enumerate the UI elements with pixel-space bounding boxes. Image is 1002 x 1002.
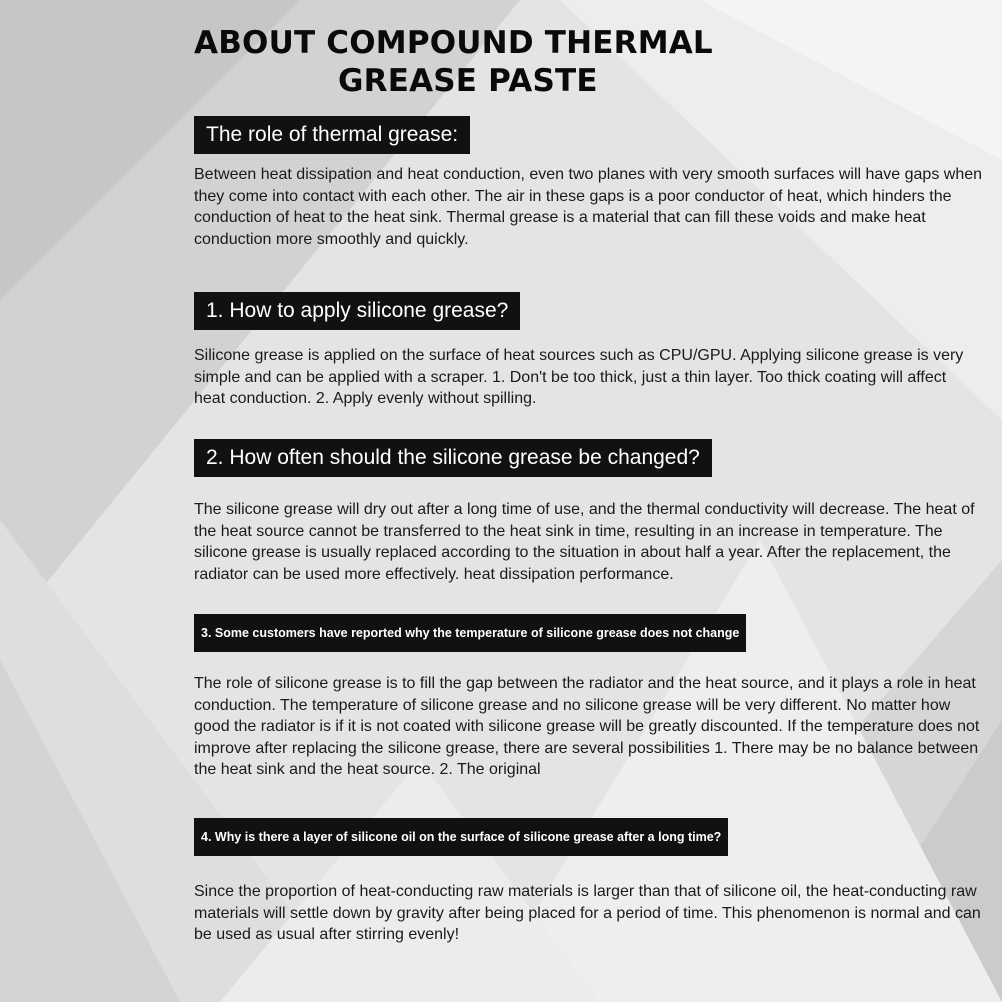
section-paragraph-how-to-apply: Silicone grease is applied on the surface of heat sources such as CPU/GPU. Applying silicone grease is very simple and can be applied with a scraper. 1. Don't be too thick, just a thin layer. Too thick coating will affect heat conduction. 2. Apply evenly without spilling. xyxy=(194,347,964,408)
section-heading-silicone-oil-layer: 4. Why is there a layer of silicone oil on the surface of silicone grease after a long time? xyxy=(194,818,728,856)
section-paragraph-silicone-oil-layer: Since the proportion of heat-conducting raw materials is larger than that of silicone oil, the heat-conducting raw materials will settle down by gravity after being placed for a period of time. This phenomenon is normal and can be used as usual after stirring evenly! xyxy=(194,883,981,944)
section-paragraph-temperature-not-change: The role of silicone grease is to fill the gap between the radiator and the heat source, and it plays a role in heat conduction. The temperature of silicone grease and no silicone grease will be very different. No matter how good the radiator is if it is not coated with silicone grease will be greatly discounted. If the temperature does not improve after replacing the silicone grease, there are several possibilities 1. There may be no balance between the heat sink and the heat source. 2. The original xyxy=(194,675,980,779)
section-heading-how-to-apply: 1. How to apply silicone grease? xyxy=(194,292,520,330)
page-title-line2: GREASE PASTE xyxy=(338,63,598,99)
section-heading-role-of-thermal-grease: The role of thermal grease: xyxy=(194,116,470,154)
section-heading-how-often-changed: 2. How often should the silicone grease be changed? xyxy=(194,439,712,477)
section-heading-temperature-not-change: 3. Some customers have reported why the temperature of silicone grease does not change xyxy=(194,614,746,652)
page-title-line1: ABOUT COMPOUND THERMAL xyxy=(194,25,713,61)
section-paragraph-role-of-thermal-grease: Between heat dissipation and heat conduction, even two planes with very smooth surfaces will have gaps when they come into contact with each other. The air in these gaps is a poor conductor of heat, which hinders the conduction of heat to the heat sink. Thermal grease is a material that can fill these voids and make heat conduction more smoothly and quickly. xyxy=(194,166,983,248)
section-paragraph-how-often-changed: The silicone grease will dry out after a long time of use, and the thermal conductivity will decrease. The heat of the heat source cannot be transferred to the heat sink in time, resulting in an increase in temperature. The silicone grease is usually replaced according to the situation in about half a year. After the replacement, the radiator can be used more effectively. heat dissipation performance. xyxy=(194,501,975,583)
page-title xyxy=(194,24,794,100)
